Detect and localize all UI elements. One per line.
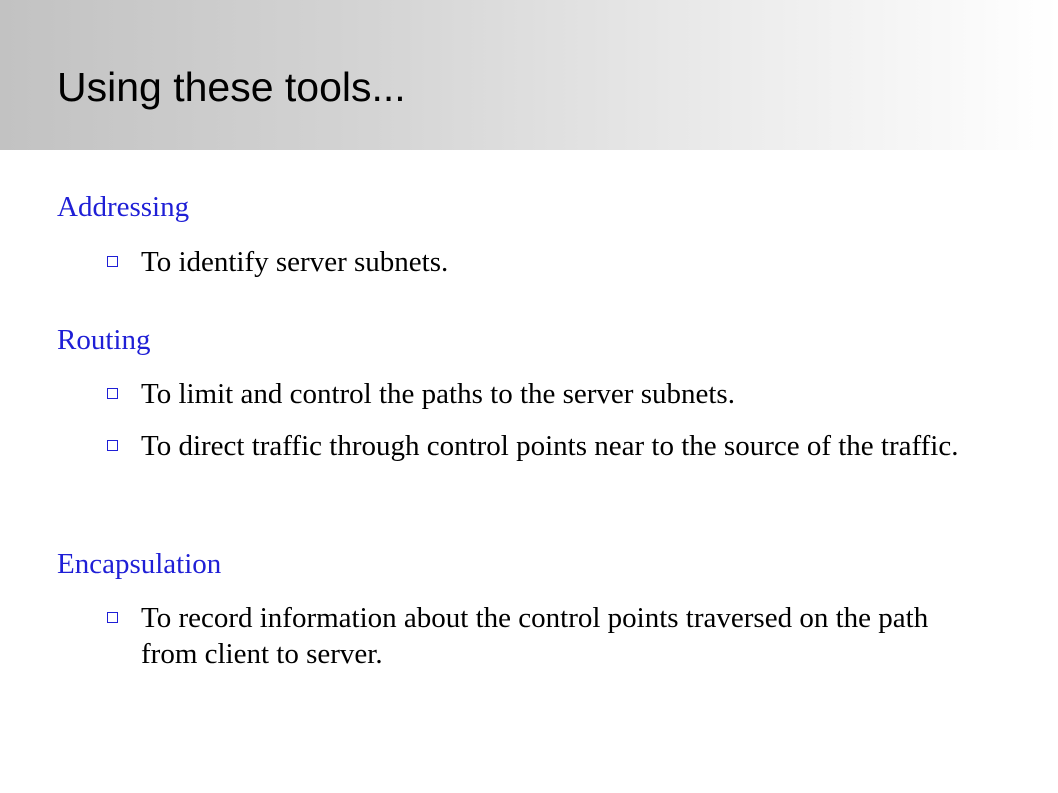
slide-title: Using these tools... <box>57 64 406 110</box>
bullet-text: To identify server subnets. <box>141 246 449 278</box>
section-heading-routing: Routing <box>57 324 151 356</box>
section-heading-addressing: Addressing <box>57 191 190 223</box>
bullet-text: To record information about the control points traversed on the path from client to server. <box>141 602 929 670</box>
bullet-text: To direct traffic through control points near to the source of the traffic. <box>141 430 959 462</box>
section-heading-encapsulation: Encapsulation <box>57 548 222 580</box>
square-bullet-icon <box>107 256 118 267</box>
square-bullet-icon <box>107 612 118 623</box>
square-bullet-icon <box>107 440 118 451</box>
square-bullet-icon <box>107 388 118 399</box>
bullet-text: To limit and control the paths to the server subnets. <box>141 378 735 410</box>
